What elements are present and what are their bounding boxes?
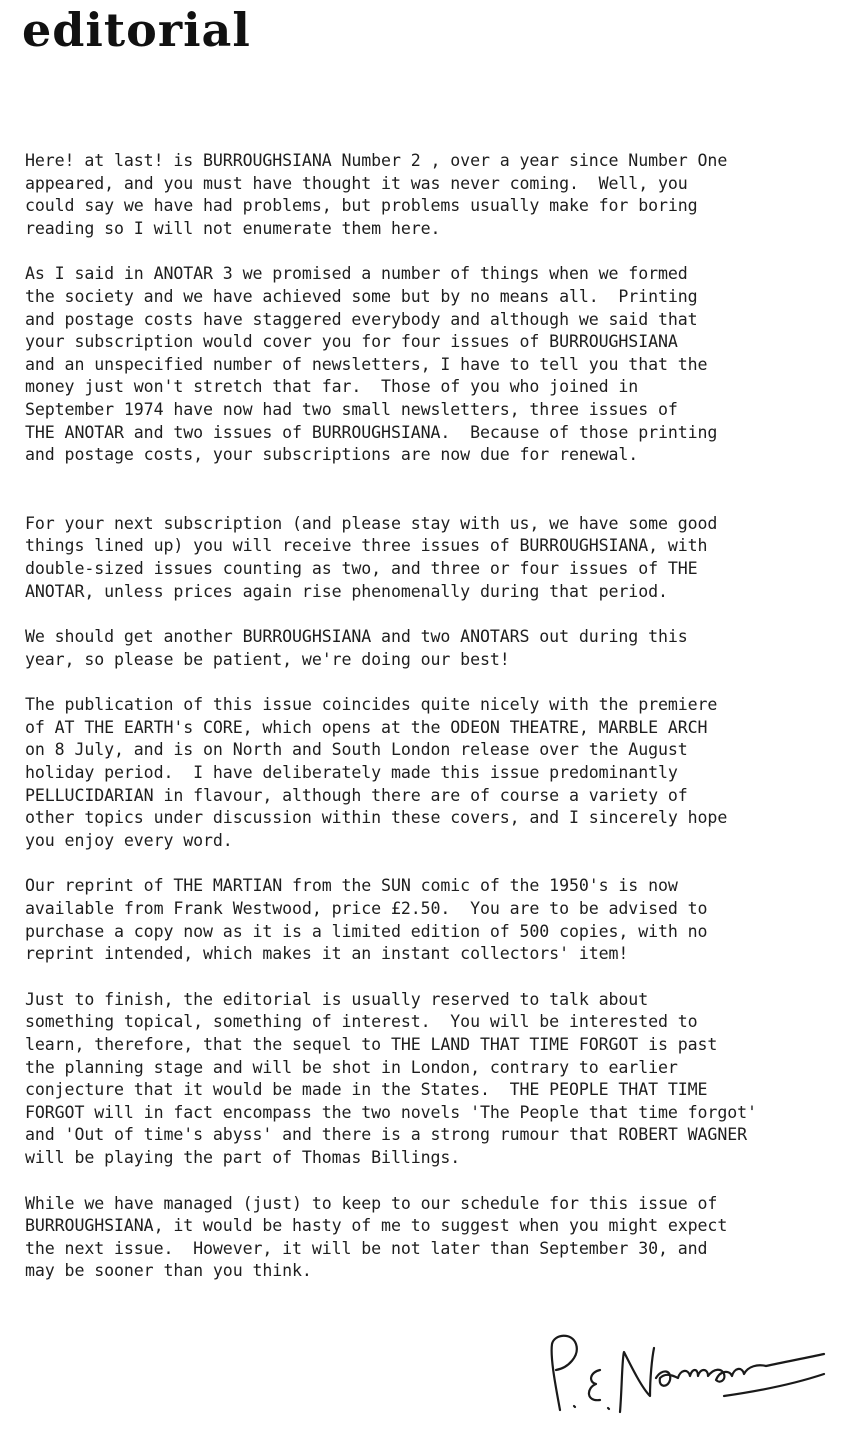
text-line: something topical, something of interest. You will be interested to bbox=[25, 1012, 698, 1032]
paragraph-subscription bbox=[25, 513, 840, 603]
text-line: you enjoy every word. bbox=[25, 830, 233, 850]
text-line: things lined up) you will receive three issues of BURROUGHSIANA, with bbox=[25, 536, 708, 556]
text-line: The publication of this issue coincides quite nicely with the premiere bbox=[25, 695, 718, 715]
text-line: ANOTAR, unless prices again rise phenomenally during that period. bbox=[25, 581, 668, 601]
text-line: and an unspecified number of newsletters, I have to tell you that the bbox=[25, 354, 708, 374]
text-line: THE ANOTAR and two issues of BURROUGHSIANA. Because of those printing bbox=[25, 422, 718, 442]
signature bbox=[538, 1318, 838, 1428]
text-line: and postage costs have staggered everybody and although we said that bbox=[25, 309, 698, 329]
text-line: the planning stage and will be shot in London, contrary to earlier bbox=[25, 1057, 678, 1077]
text-line: and 'Out of time's abyss' and there is a strong rumour that ROBERT WAGNER bbox=[25, 1125, 747, 1145]
editorial-body bbox=[25, 150, 840, 1306]
text-line: could say we have had problems, but problems usually make for boring bbox=[25, 196, 698, 216]
text-line: other topics under discussion within these covers, and I sincerely hope bbox=[25, 808, 728, 828]
text-line: As I said in ANOTAR 3 we promised a number of things when we formed bbox=[25, 264, 688, 284]
text-line: PELLUCIDARIAN in flavour, although there are of course a variety of bbox=[25, 785, 688, 805]
text-line: year, so please be patient, we're doing our best! bbox=[25, 649, 510, 669]
text-line: appeared, and you must have thought it was never coming. Well, you bbox=[25, 173, 688, 193]
paragraph-reprint bbox=[25, 875, 840, 965]
paragraph-premiere bbox=[25, 694, 840, 852]
text-line: on 8 July, and is on North and South London release over the August bbox=[25, 740, 688, 760]
text-line: FORGOT will in fact encompass the two novels 'The People that time forgot' bbox=[25, 1102, 757, 1122]
text-line: For your next subscription (and please stay with us, we have some good bbox=[25, 513, 718, 533]
text-line: money just won't stretch that far. Those of you who joined in bbox=[25, 377, 639, 397]
paragraph-next-issue bbox=[25, 1193, 840, 1283]
text-line: conjecture that it would be made in the States. THE PEOPLE THAT TIME bbox=[25, 1080, 708, 1100]
text-line: available from Frank Westwood, price £2.50. You are to be advised to bbox=[25, 899, 708, 919]
text-line: your subscription would cover you for four issues of BURROUGHSIANA bbox=[25, 332, 678, 352]
page-title: editorial bbox=[22, 3, 251, 57]
paragraph-sequel bbox=[25, 989, 840, 1170]
text-line: the society and we have achieved some but by no means all. Printing bbox=[25, 286, 698, 306]
text-line: Our reprint of THE MARTIAN from the SUN comic of the 1950's is now bbox=[25, 876, 678, 896]
text-line: purchase a copy now as it is a limited edition of 500 copies, with no bbox=[25, 921, 708, 941]
text-line: While we have managed (just) to keep to our schedule for this issue of bbox=[25, 1193, 718, 1213]
text-line: reading so I will not enumerate them here. bbox=[25, 218, 441, 238]
text-line: of AT THE EARTH's CORE, which opens at the ODEON THEATRE, MARBLE ARCH bbox=[25, 717, 708, 737]
paragraph-intro bbox=[25, 150, 840, 240]
text-line: the next issue. However, it will be not later than September 30, and bbox=[25, 1238, 708, 1258]
text-line: and postage costs, your subscriptions are now due for renewal. bbox=[25, 445, 639, 465]
text-line: learn, therefore, that the sequel to THE LAND THAT TIME FORGOT is past bbox=[25, 1035, 718, 1054]
paragraph-schedule bbox=[25, 626, 840, 671]
text-line: BURROUGHSIANA, it would be hasty of me to suggest when you might expect bbox=[25, 1216, 728, 1236]
paragraph-promises bbox=[25, 263, 840, 466]
text-line: holiday period. I have deliberately made this issue predominantly bbox=[25, 763, 678, 783]
text-line: Here! at last! is BURROUGHSIANA Number 2 , over a year since Number One bbox=[25, 151, 728, 170]
text-line: Just to finish, the editorial is usually reserved to talk about bbox=[25, 989, 649, 1009]
text-line: double-sized issues counting as two, and three or four issues of THE bbox=[25, 558, 698, 578]
text-line: We should get another BURROUGHSIANA and two ANOTARS out during this bbox=[25, 627, 688, 647]
text-line: September 1974 have now had two small newsletters, three issues of bbox=[25, 399, 678, 419]
text-line: may be sooner than you think. bbox=[25, 1261, 312, 1281]
text-line: reprint intended, which makes it an instant collectors' item! bbox=[25, 944, 629, 964]
text-line: will be playing the part of Thomas Billings. bbox=[25, 1147, 461, 1167]
